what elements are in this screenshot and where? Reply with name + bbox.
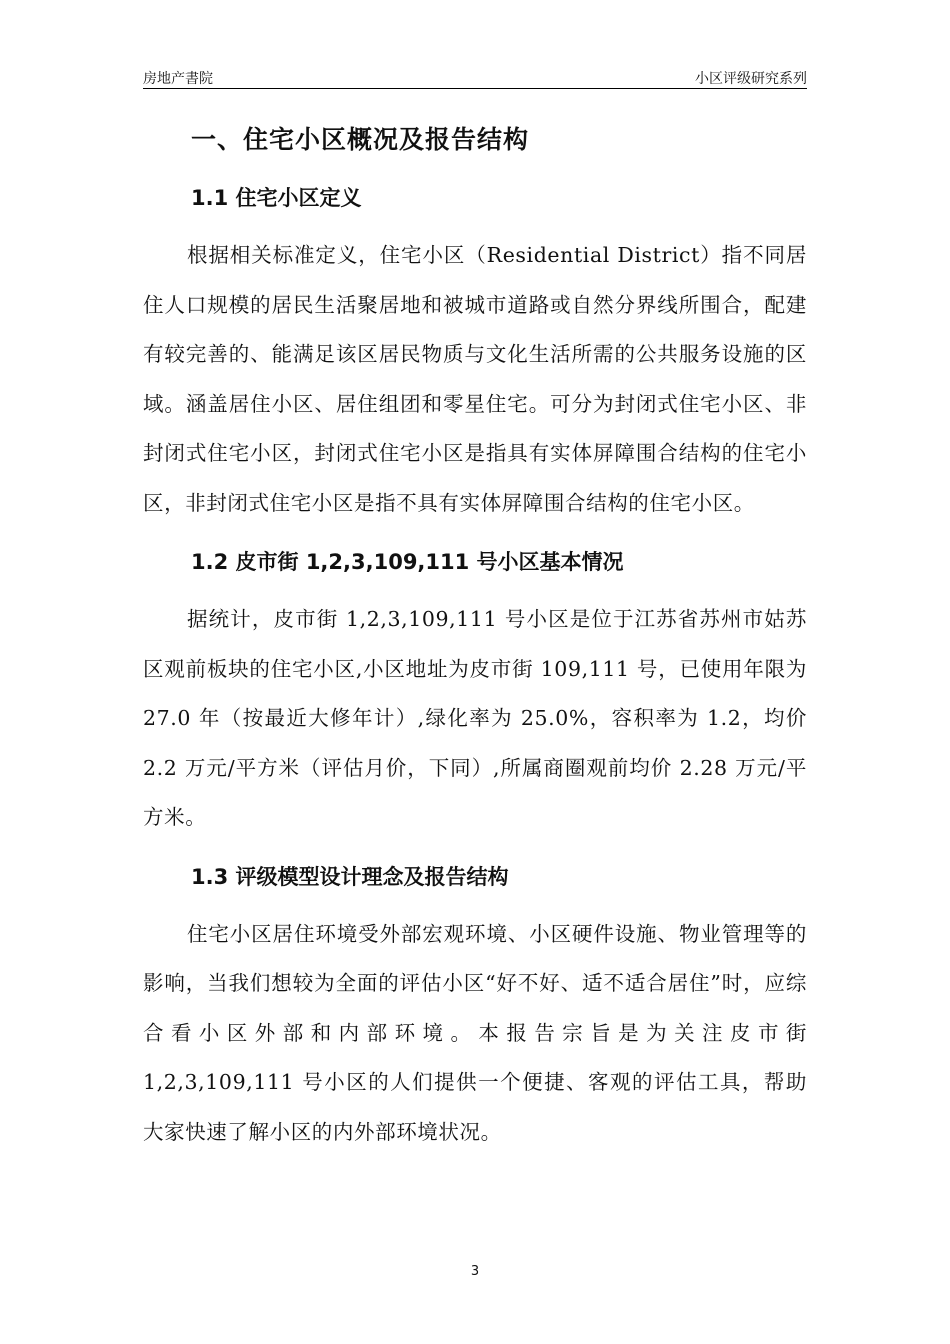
- section-1-1-body: 根据相关标准定义，住宅小区（Residential District）指不同居住人口规模的居民生活聚居地和被城市道路或自然分界线所围合，配建有较完善的、能满足该区居民物质与文化生活所需的公共服务设施的区域。涵盖居住小区、居住组团和零星住宅。可分为封闭式住宅小区、非封闭式住宅小区，封闭式住宅小区是指具有实体屏障围合结构的住宅小区，非封闭式住宅小区是指不具有实体屏障围合结构的住宅小区。: [143, 243, 807, 515]
- header-series-title: 小区评级研究系列: [695, 71, 807, 87]
- document-body: [143, 118, 807, 1157]
- chapter-heading: 一、住宅小区概况及报告结构: [191, 125, 530, 154]
- section-1-2-title: 1.2 皮市街 1,2,3,109,111 号小区基本情况: [191, 550, 624, 574]
- page-number: 3: [470, 1264, 480, 1279]
- page-header: [143, 66, 807, 89]
- header-publisher: 房地产書院: [143, 71, 213, 87]
- section-1-1-title: 1.1 住宅小区定义: [191, 186, 362, 210]
- section-1-2-body: 据统计，皮市街 1,2,3,109,111 号小区是位于江苏省苏州市姑苏区观前板块的住宅小区,小区地址为皮市街 109,111 号，已使用年限为 27.0 年（按最近大修年计）,绿化率为 25.0%，容积率为 1.2，均价 2.2 万元/平方米（评估月价，下同）,所属商圈观前均价 2.28 万元/平方米。: [143, 607, 807, 829]
- section-1-3-title: 1.3 评级模型设计理念及报告结构: [191, 864, 509, 889]
- section-1-3-body: 住宅小区居住环境受外部宏观环境、小区硬件设施、物业管理等的影响，当我们想较为全面的评估小区“好不好、适不适合居住”时，应综合看小区外部和内部环境。本报告宗旨是为关注皮市街 1,2,3,109,111 号小区的人们提供一个便捷、客观的评估工具，帮助大家快速了解小区的内外部环境状况。: [143, 921, 807, 1144]
